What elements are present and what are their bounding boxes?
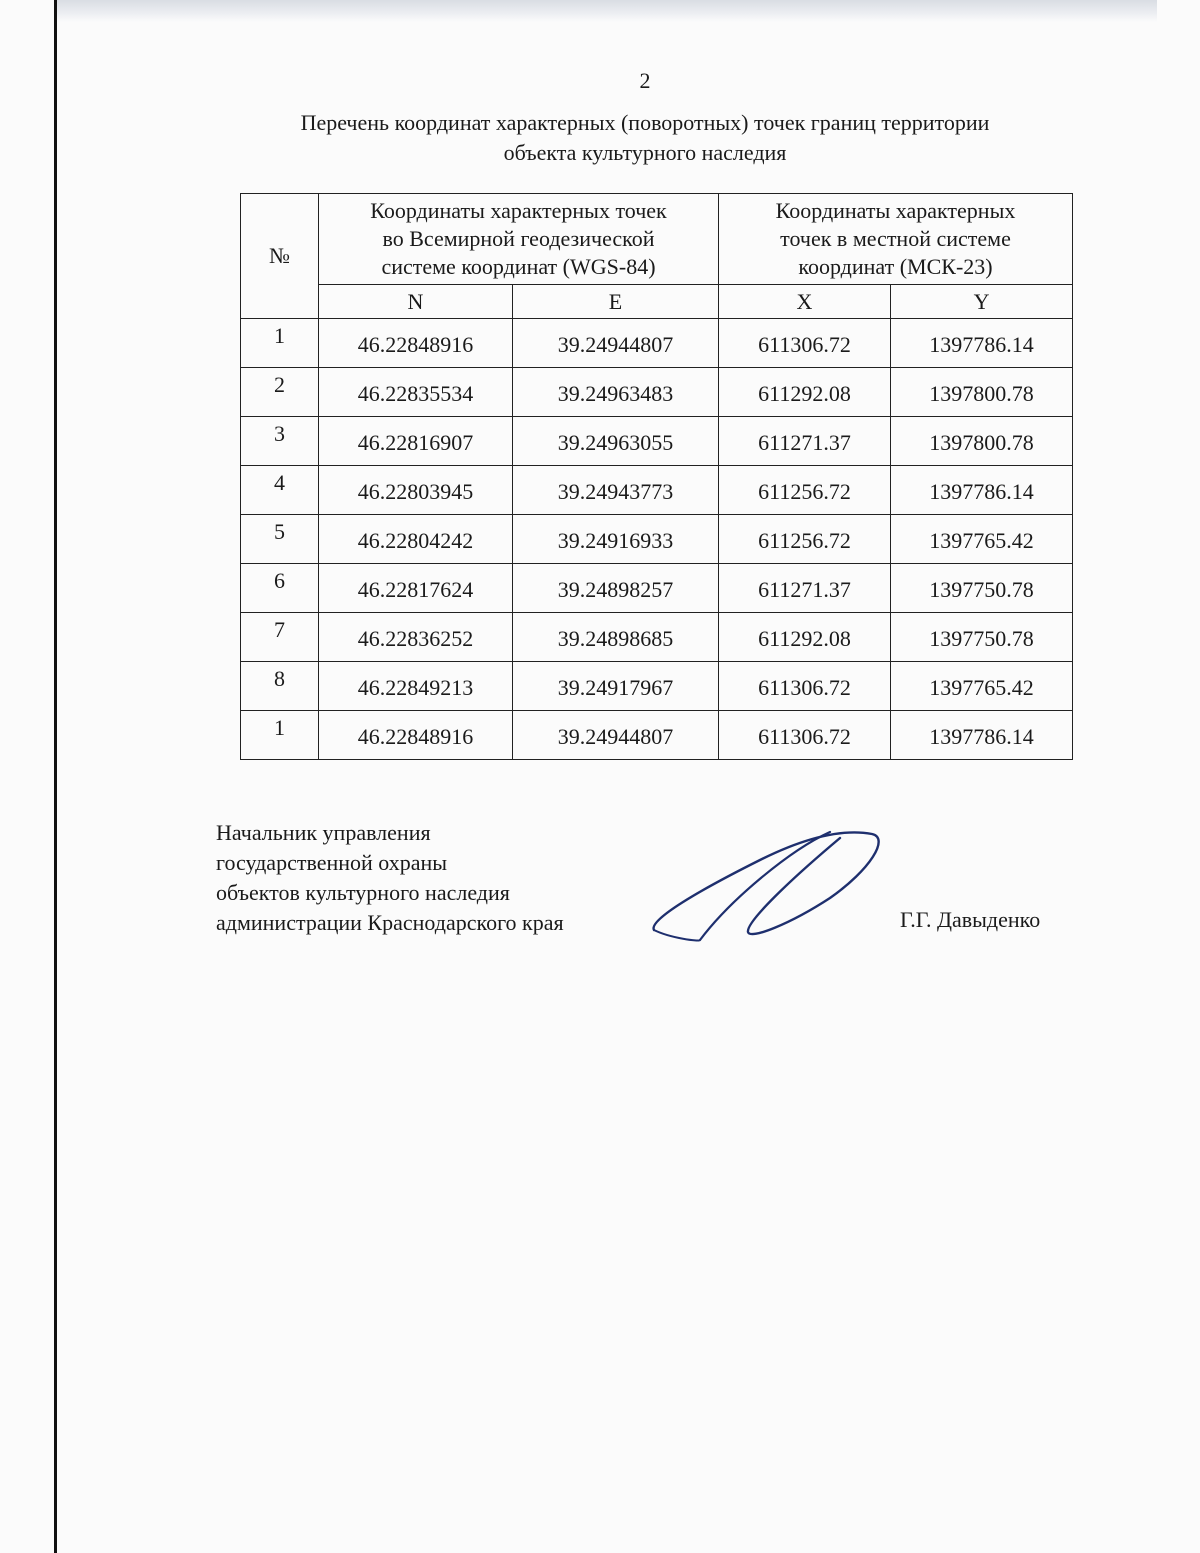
- cell-e: 39.24943773: [513, 466, 719, 515]
- cell-number: 6: [241, 564, 319, 613]
- table-row: [241, 466, 1073, 515]
- header-wgs84-line: системе координат (WGS-84): [381, 254, 656, 279]
- header-msk23-group: [719, 194, 1073, 285]
- header-col-n: N: [319, 285, 513, 319]
- cell-x: 611292.08: [719, 368, 891, 417]
- signatory-position: [216, 818, 564, 938]
- cell-e: 39.24963483: [513, 368, 719, 417]
- signatory-position-line: администрации Краснодарского края: [216, 910, 564, 935]
- signatory-position-line: объектов культурного наследия: [216, 880, 510, 905]
- cell-e: 39.24944807: [513, 711, 719, 760]
- cell-n: 46.22849213: [319, 662, 513, 711]
- cell-e: 39.24944807: [513, 319, 719, 368]
- signatory-position-line: государственной охраны: [216, 850, 448, 875]
- cell-y: 1397786.14: [891, 711, 1073, 760]
- cell-x: 611306.72: [719, 319, 891, 368]
- cell-x: 611306.72: [719, 662, 891, 711]
- cell-n: 46.22848916: [319, 319, 513, 368]
- signatory-position-line: Начальник управления: [216, 820, 431, 845]
- cell-n: 46.22816907: [319, 417, 513, 466]
- header-wgs84-line: Координаты характерных точек: [370, 198, 667, 223]
- cell-x: 611256.72: [719, 515, 891, 564]
- document-title-line-1: Перечень координат характерных (поворотных) точек границ территории: [300, 110, 990, 135]
- cell-y: 1397800.78: [891, 368, 1073, 417]
- cell-number: 1: [241, 319, 319, 368]
- header-col-y: Y: [891, 285, 1073, 319]
- cell-x: 611292.08: [719, 613, 891, 662]
- document-title: [200, 108, 1090, 168]
- cell-y: 1397750.78: [891, 564, 1073, 613]
- cell-number: 5: [241, 515, 319, 564]
- header-msk23-line: Координаты характерных: [775, 198, 1016, 223]
- scan-top-shadow: [57, 0, 1157, 22]
- header-wgs84-group: [319, 194, 719, 285]
- cell-n: 46.22804242: [319, 515, 513, 564]
- table-row: [241, 368, 1073, 417]
- cell-x: 611271.37: [719, 564, 891, 613]
- table-subheader-row: [241, 285, 1073, 319]
- cell-number: 3: [241, 417, 319, 466]
- cell-x: 611306.72: [719, 711, 891, 760]
- cell-e: 39.24916933: [513, 515, 719, 564]
- handwritten-signature: [640, 820, 900, 950]
- header-msk23-line: координат (МСК-23): [798, 254, 993, 279]
- table-row: [241, 319, 1073, 368]
- cell-e: 39.24917967: [513, 662, 719, 711]
- cell-n: 46.22817624: [319, 564, 513, 613]
- table-header-row: [241, 194, 1073, 285]
- cell-y: 1397800.78: [891, 417, 1073, 466]
- cell-y: 1397750.78: [891, 613, 1073, 662]
- scan-left-edge: [54, 0, 57, 1553]
- signatory-name: Г.Г. Давыденко: [900, 907, 1041, 932]
- table-row: [241, 515, 1073, 564]
- table-row: [241, 613, 1073, 662]
- header-col-e: E: [513, 285, 719, 319]
- cell-x: 611271.37: [719, 417, 891, 466]
- coordinates-table: [240, 193, 1073, 760]
- table-row: [241, 564, 1073, 613]
- cell-number: 2: [241, 368, 319, 417]
- table-row: [241, 711, 1073, 760]
- cell-number: 1: [241, 711, 319, 760]
- cell-e: 39.24898685: [513, 613, 719, 662]
- header-number: №: [241, 194, 319, 319]
- header-wgs84-line: во Всемирной геодезической: [382, 226, 655, 251]
- cell-y: 1397765.42: [891, 662, 1073, 711]
- cell-y: 1397786.14: [891, 466, 1073, 515]
- document-title-line-2: объекта культурного наследия: [503, 140, 787, 165]
- page-number: 2: [639, 68, 651, 93]
- cell-n: 46.22803945: [319, 466, 513, 515]
- cell-e: 39.24963055: [513, 417, 719, 466]
- cell-number: 7: [241, 613, 319, 662]
- cell-x: 611256.72: [719, 466, 891, 515]
- table-row: [241, 662, 1073, 711]
- cell-number: 8: [241, 662, 319, 711]
- cell-n: 46.22848916: [319, 711, 513, 760]
- cell-y: 1397786.14: [891, 319, 1073, 368]
- cell-y: 1397765.42: [891, 515, 1073, 564]
- cell-number: 4: [241, 466, 319, 515]
- cell-n: 46.22836252: [319, 613, 513, 662]
- cell-e: 39.24898257: [513, 564, 719, 613]
- table-row: [241, 417, 1073, 466]
- header-msk23-line: точек в местной системе: [780, 226, 1011, 251]
- cell-n: 46.22835534: [319, 368, 513, 417]
- header-col-x: X: [719, 285, 891, 319]
